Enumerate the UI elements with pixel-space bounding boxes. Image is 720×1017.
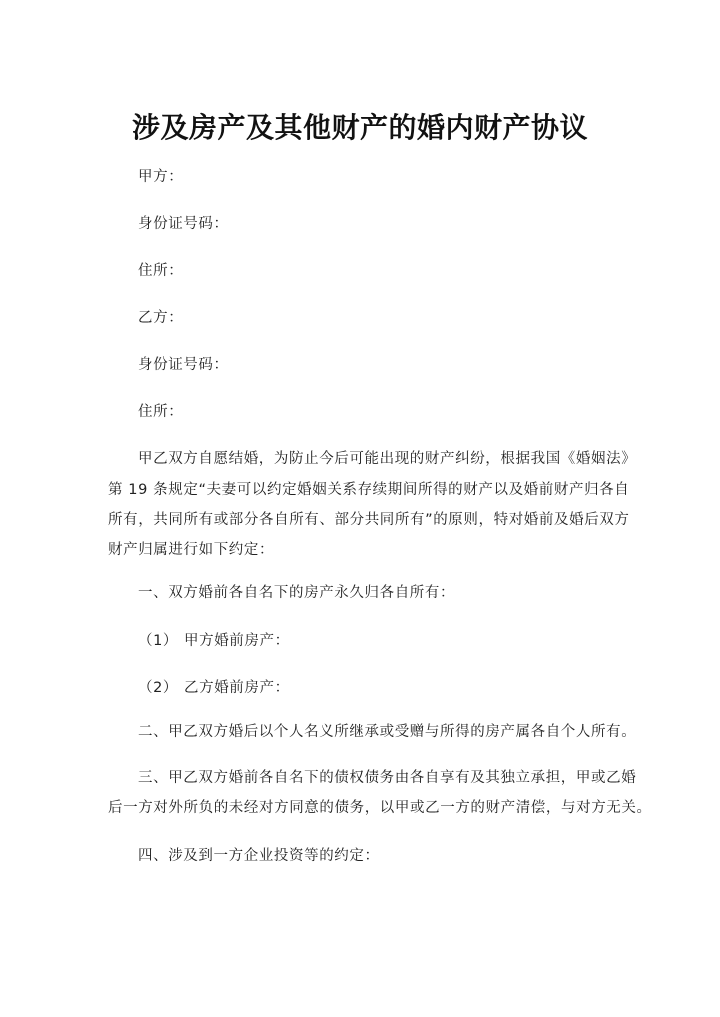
clause-1-item-1 (138, 630, 290, 652)
clause-1-item-1-text: 甲方婚前房产： (184, 633, 290, 649)
party-b-id-label: 身份证号码： (138, 357, 229, 373)
clause-1-item-2 (138, 677, 290, 699)
clause-2: 二、甲乙双方婚后以个人名义所继承或受赠与所得的房产属各自个人所有。 (138, 724, 637, 740)
party-a-address-label: 住所： (138, 263, 184, 279)
clause-3-line-1: 三、甲乙双方婚前各自名下的债权债务由各自享有及其独立承担，甲或乙婚 (138, 770, 637, 786)
party-b-label: 乙方： (138, 310, 184, 326)
preamble-line-1: 甲乙双方自愿结婚，为防止今后可能出现的财产纠纷，根据我国《婚姻法》 (138, 451, 637, 467)
party-b-address-label: 住所： (138, 404, 184, 420)
clause-1: 一、双方婚前各自名下的房产永久归各自所有： (138, 585, 456, 601)
document-title: 涉及房产及其他财产的婚内财产协议 (131, 111, 588, 144)
clause-3-line-2: 后一方对外所负的未经对方同意的债务，以甲或乙一方的财产清偿，与对方无关。 (108, 800, 652, 816)
party-a-label: 甲方： (138, 169, 184, 185)
clause-4: 四、涉及到一方企业投资等的约定： (138, 848, 380, 864)
party-a-id-label: 身份证号码： (138, 216, 229, 232)
preamble-line-3: 所有，共同所有或部分各自所有、部分共同所有”的原则，特对婚前及婚后双方 (108, 512, 630, 528)
preamble-line-4: 财产归属进行如下约定： (108, 542, 275, 558)
clause-1-item-1-number: （1） (138, 633, 179, 649)
clause-1-item-2-number: （2） (138, 680, 179, 696)
preamble-line-2: 第 19 条规定“夫妻可以约定婚姻关系存续期间所得的财产以及婚前财产归各自 (108, 482, 630, 498)
clause-1-item-2-text: 乙方婚前房产： (184, 680, 290, 696)
